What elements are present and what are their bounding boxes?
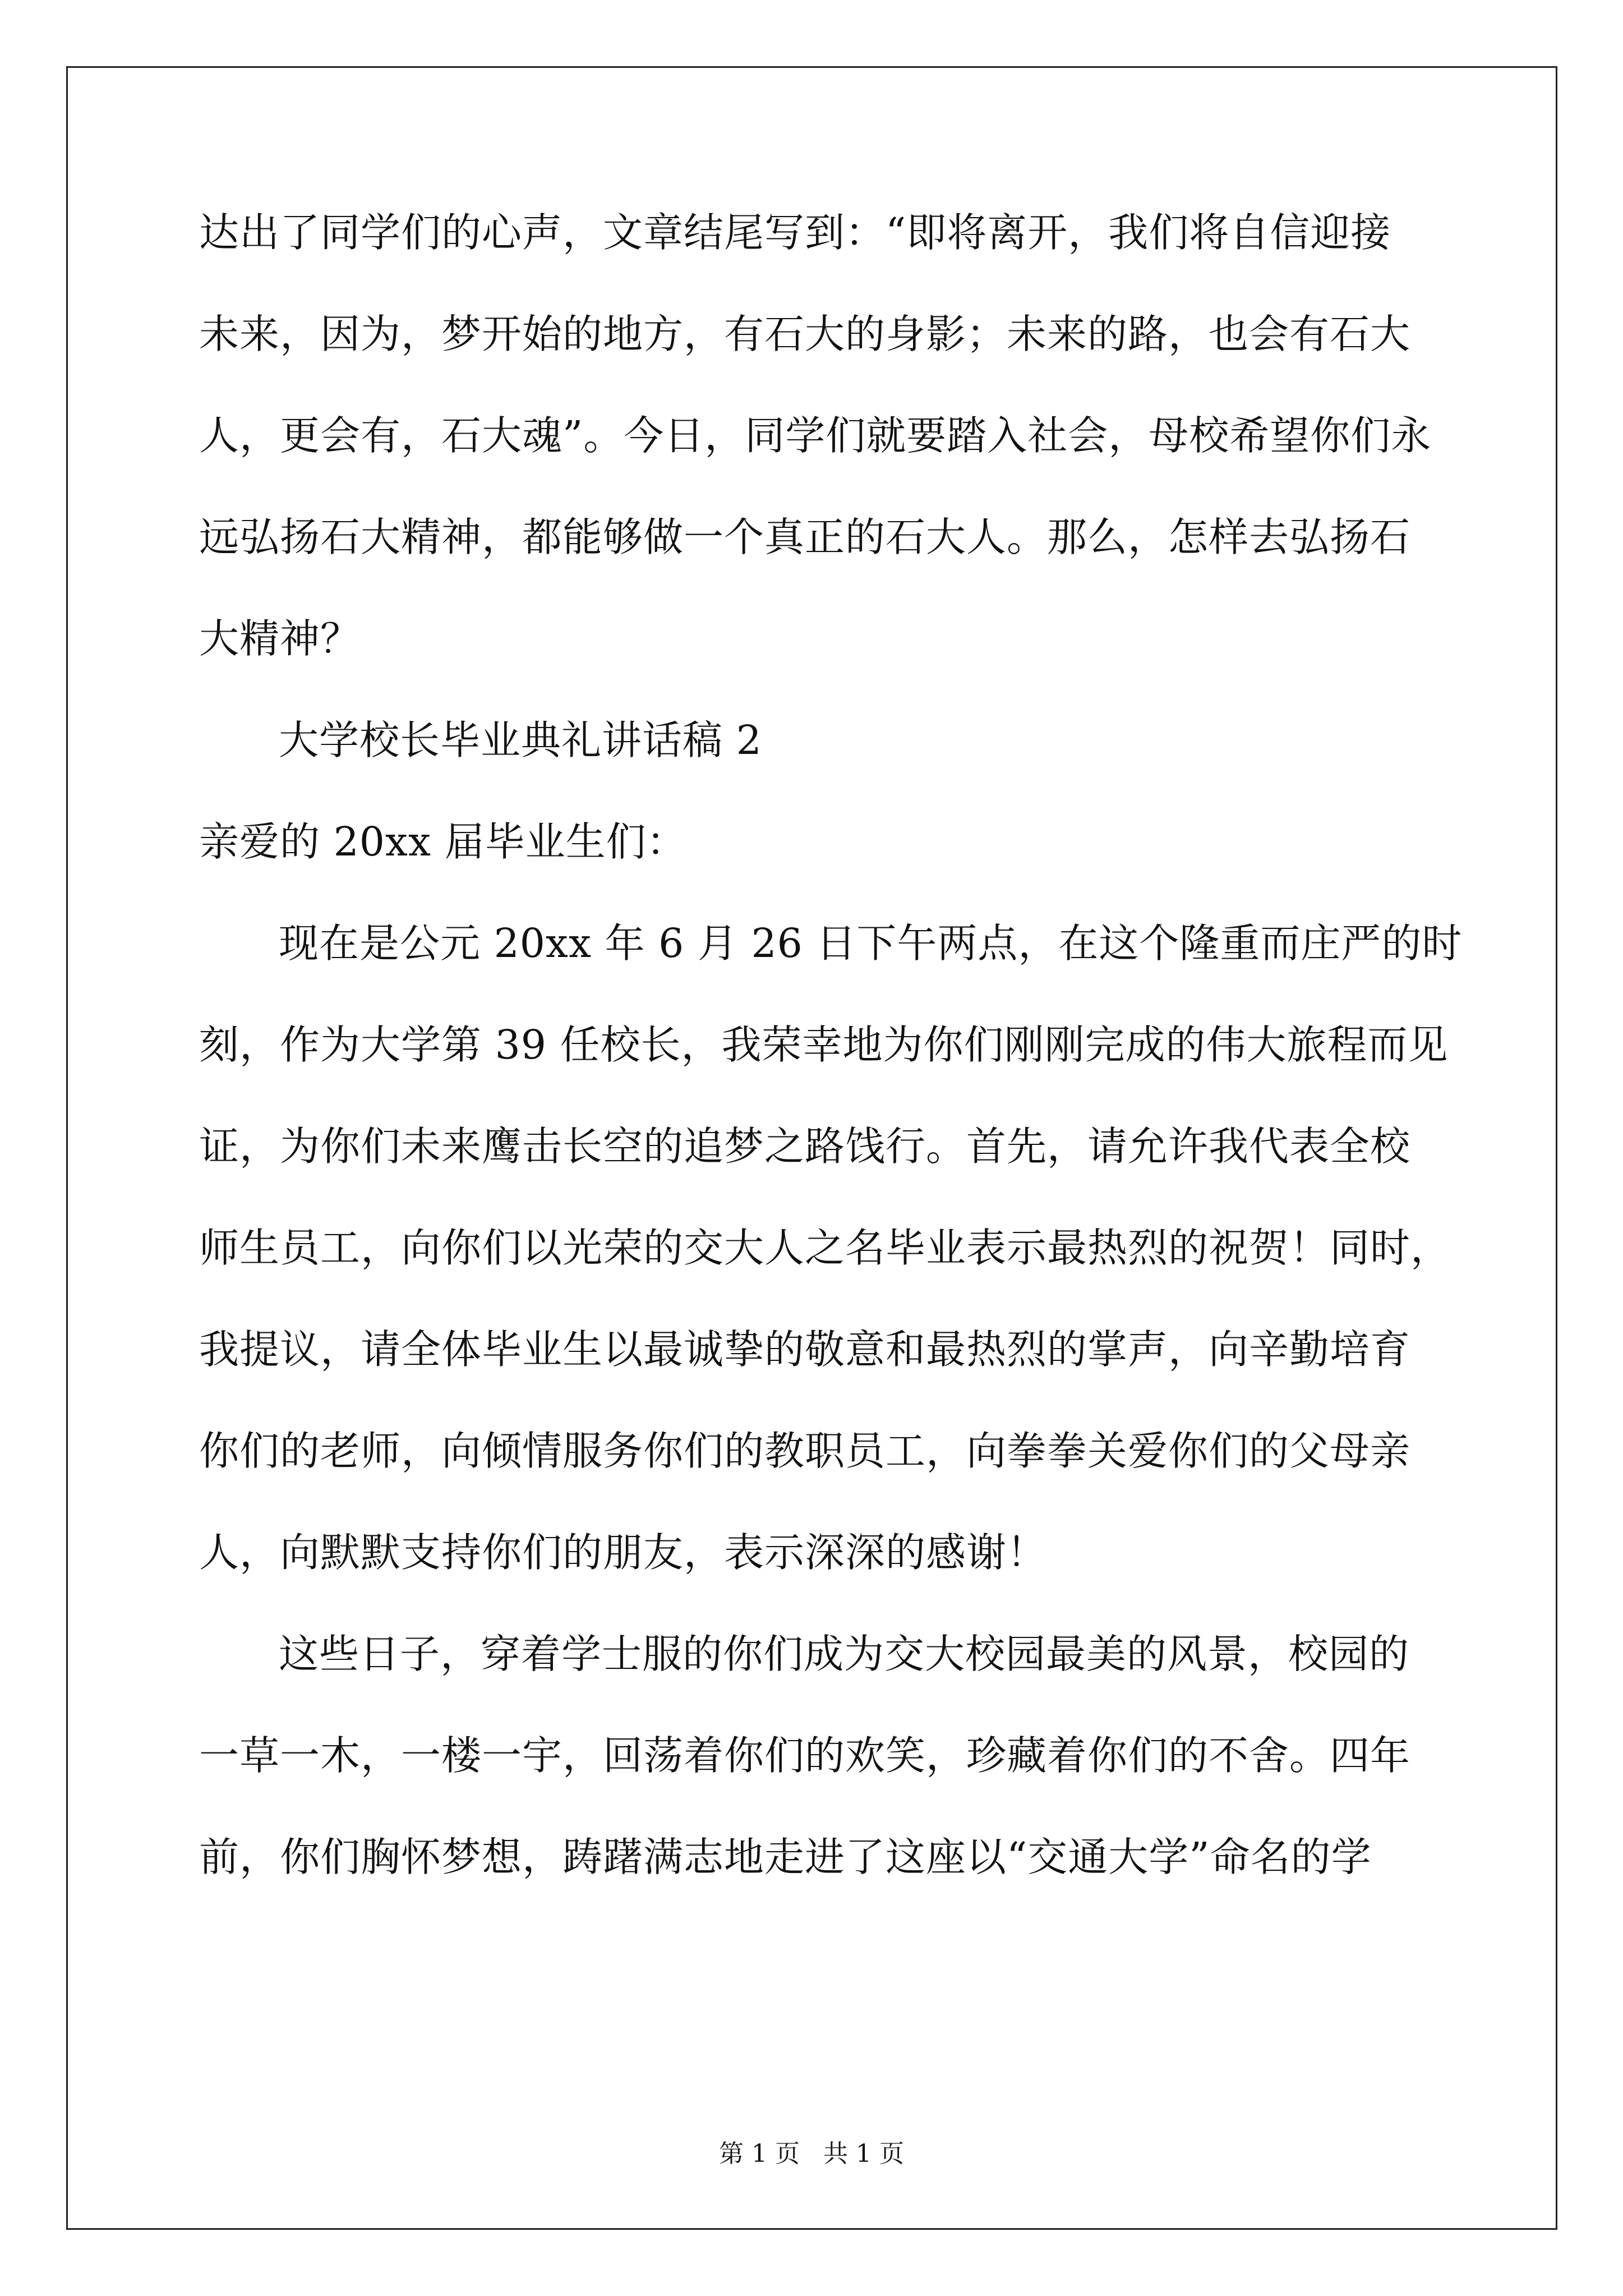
paragraph-line: 我提议，请全体毕业生以最诚挚的敬意和最热烈的掌声，向辛勤培育 xyxy=(199,1326,1411,1373)
paragraph-line: 这些日子，穿着学士服的你们成为交大校园最美的风景，校园的 xyxy=(279,1631,1410,1677)
salutation: 亲爱的 20xx 届毕业生们： xyxy=(199,818,687,865)
paragraph-line: 未来，因为，梦开始的地方，有石大的身影；未来的路，也会有石大 xyxy=(199,311,1411,357)
paragraph-line: 现在是公元 20xx 年 6 月 26 日下午两点，在这个隆重而庄严的时 xyxy=(279,920,1463,967)
paragraph-line: 刻，作为大学第 39 任校长，我荣幸地为你们刚刚完成的伟大旅程而见 xyxy=(199,1022,1449,1068)
section-heading: 大学校长毕业典礼讲话稿 2 xyxy=(279,717,762,763)
paragraph-line: 一草一木，一楼一宇，回荡着你们的欢笑，珍藏着你们的不舍。四年 xyxy=(199,1732,1411,1779)
paragraph-line: 大精神？ xyxy=(199,615,361,662)
paragraph-line: 你们的老师，向倾情服务你们的教职员工，向拳拳关爱你们的父母亲 xyxy=(199,1428,1411,1474)
paragraph-line: 人，向默默支持你们的朋友，表示深深的感谢！ xyxy=(199,1529,1048,1576)
paragraph-line: 远弘扬石大精神，都能够做一个真正的石大人。那么，怎样去弘扬石 xyxy=(199,514,1411,560)
paragraph-line: 人，更会有，石大魂”。今日，同学们就要踏入社会，母校希望你们永 xyxy=(199,412,1432,459)
page-number-footer: 第 1 页 共 1 页 xyxy=(719,2139,904,2168)
paragraph-line: 证，为你们未来鹰击长空的追梦之路饯行。首先，请允许我代表全校 xyxy=(199,1123,1411,1170)
paragraph-line: 师生员工，向你们以光荣的交大人之名毕业表示最热烈的祝贺！同时， xyxy=(199,1225,1451,1271)
paragraph-line: 前，你们胸怀梦想，踌躇满志地走进了这座以“交通大学”命名的学 xyxy=(199,1834,1372,1880)
paragraph-line: 达出了同学们的心声，文章结尾写到：“即将离开，我们将自信迎接 xyxy=(199,209,1391,256)
